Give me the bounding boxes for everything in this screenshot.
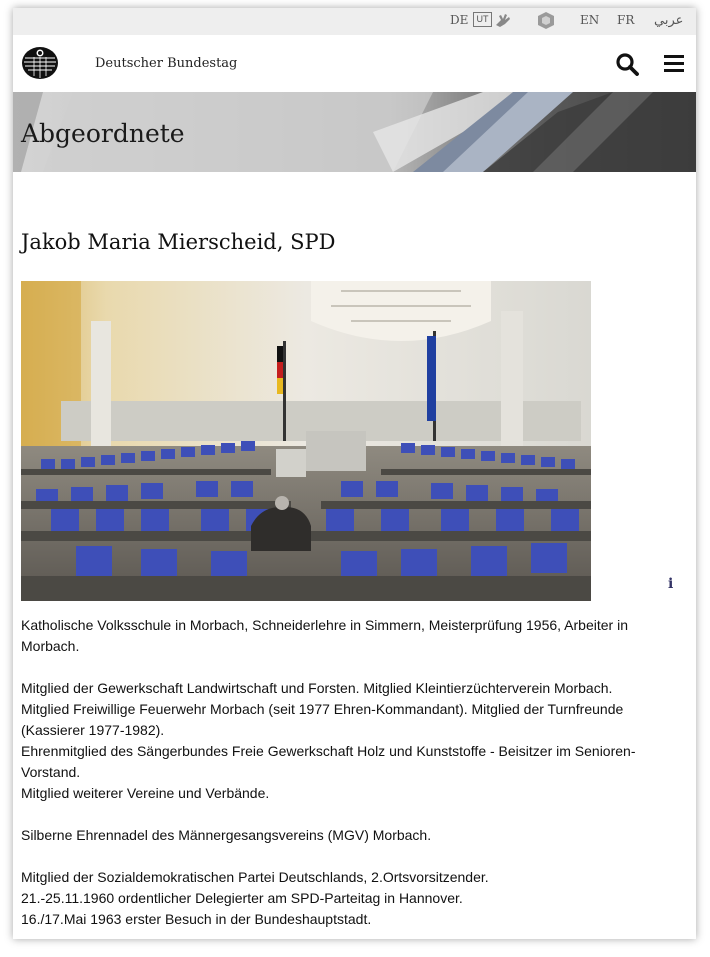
biography-paragraph xyxy=(21,867,661,930)
biography-line: Mitglied weiterer Vereine und Verbände. xyxy=(21,785,270,801)
biography-paragraph xyxy=(21,825,661,846)
photo-info-icon[interactable]: i xyxy=(668,576,674,592)
sign-language-icon[interactable] xyxy=(494,11,512,29)
language-en-link[interactable]: EN xyxy=(580,13,600,27)
biography-line: Mitglied der Gewerkschaft Landwirtschaft und Forsten. Mitglied Kleintierzüchterverein Morbach. xyxy=(21,680,613,696)
biography-line: Silberne Ehrennadel des Männergesangsvereins (MGV) Morbach. xyxy=(21,827,432,843)
biography-text xyxy=(21,615,661,939)
biography-line: Katholische Volksschule in Morbach, Schneiderlehre in Simmern, Meisterprüfung 1956, Arbeiter in Morbach. xyxy=(21,617,628,654)
biography-paragraph xyxy=(21,678,661,804)
federal-eagle-logo[interactable] xyxy=(21,46,59,80)
biography-line: Mitglied der Sozialdemokratischen Partei Deutschlands, 2.Ortsvorsitzender. xyxy=(21,869,489,885)
member-name-heading: Jakob Maria Mierscheid, SPD xyxy=(21,230,336,254)
page-frame xyxy=(13,8,696,939)
plenary-hall-photo[interactable] xyxy=(21,281,591,601)
section-banner xyxy=(13,92,696,172)
language-ar-link[interactable]: عربي xyxy=(654,13,684,28)
biography-line: 16./17.Mai 1963 erster Besuch in der Bundeshauptstadt. xyxy=(21,911,372,927)
search-icon[interactable] xyxy=(615,52,639,76)
easy-language-icon[interactable] xyxy=(537,11,555,30)
biography-line: 21.-25.11.1960 ordentlicher Delegierter am SPD-Parteitag in Hannover. xyxy=(21,890,463,906)
banner-title: Abgeordnete xyxy=(21,119,185,148)
biography-line: Mitglied Freiwillige Feuerwehr Morbach (seit 1977 Ehren-Kommandant). Mitglied der Turnfreunde (Kassierer 1977-1982). xyxy=(21,701,624,738)
subtitles-ut-icon[interactable]: UT xyxy=(473,12,492,27)
biography-line: Ehrenmitglied des Sängerbundes Freie Gewerkschaft Holz und Kunststoffe - Beisitzer im Senioren-Vorstand. xyxy=(21,743,636,780)
biography-paragraph xyxy=(21,615,661,657)
language-de-link[interactable]: DE xyxy=(450,13,469,27)
language-bar xyxy=(13,8,696,35)
hamburger-menu-icon[interactable] xyxy=(663,54,685,73)
language-fr-link[interactable]: FR xyxy=(617,13,635,27)
site-brand-name[interactable]: Deutscher Bundestag xyxy=(95,56,238,71)
site-header xyxy=(13,35,696,92)
